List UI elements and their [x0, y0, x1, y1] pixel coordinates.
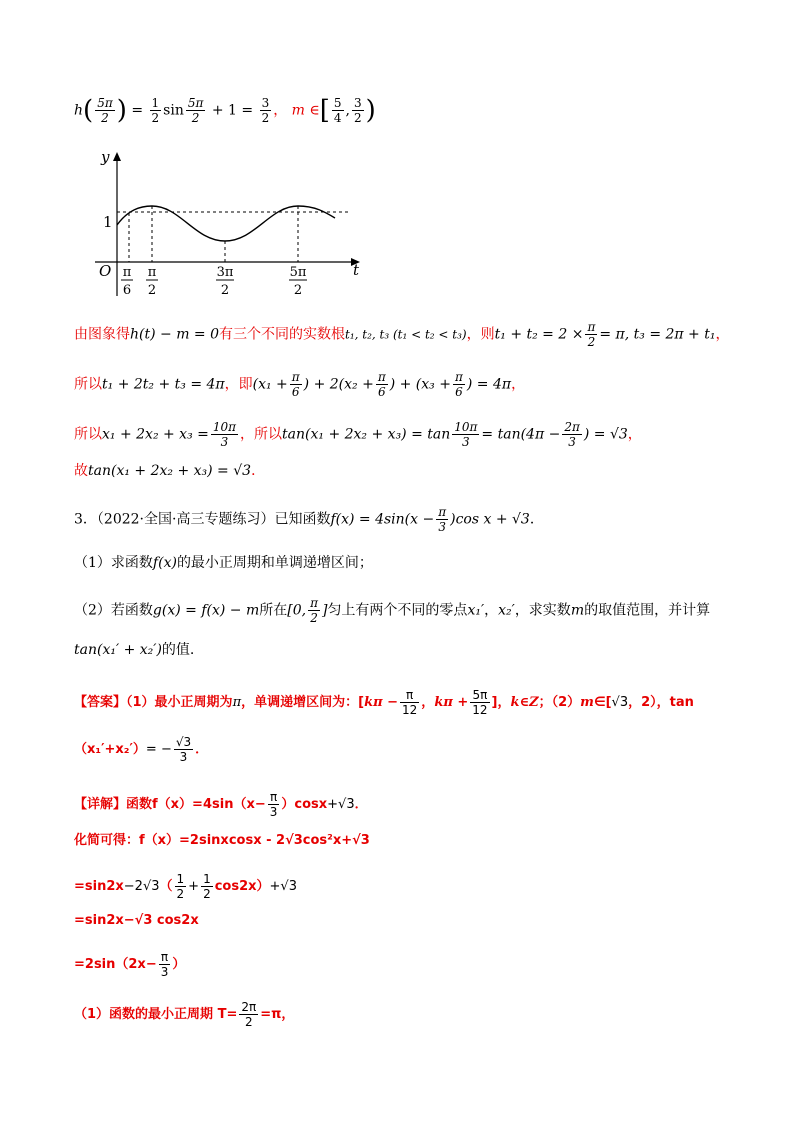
- step2-h: ) = 4π: [466, 376, 512, 393]
- tick-den: 2: [147, 283, 157, 298]
- answer-a: （1）最小正周期为: [126, 695, 233, 710]
- step3-a: 所以: [74, 426, 102, 443]
- frac-den: 6: [291, 385, 300, 399]
- origin-label: O: [99, 262, 112, 280]
- step1-g-den: 2: [587, 335, 596, 349]
- detail-l3-d1: 2: [176, 887, 185, 901]
- detail-l3-f: +√3: [269, 879, 297, 894]
- answer-o: = −: [145, 742, 172, 757]
- detail-l5-b: ）: [172, 957, 186, 972]
- detail-a: 函数f（x）=4sin（x−: [126, 797, 266, 812]
- q2-g: x₂′: [498, 602, 515, 619]
- detail-l6-den: 2: [244, 1015, 253, 1029]
- step4-b: tan(x₁ + 2x₂ + x₃) = √3: [88, 463, 252, 479]
- tick-den: 2: [220, 283, 230, 298]
- answer-j: m: [580, 695, 594, 710]
- res-den: 2: [261, 111, 270, 125]
- y-label: y: [101, 148, 110, 166]
- detail-l5-num: π: [159, 950, 171, 965]
- q2-b: g(x) = f(x) − m: [152, 602, 260, 619]
- step4-a: 故: [74, 463, 88, 479]
- lo-num: 5: [333, 96, 342, 110]
- step2-f: ) + 2(x₂ +: [303, 376, 374, 393]
- top-formula: h( $\frac{5\pi}{2}$ ) = $\frac{1}{2}$ sin $\frac{5\pi}{2}$ + 1 = $\frac{3}{2}$ ， m ∈[ $\frac{5}{4}$ , $\frac{3}{2}$ ): [74, 95, 376, 126]
- step2-b: t₁ + 2t₂ + t₃ = 4π: [102, 376, 225, 393]
- half-num: 1: [151, 96, 160, 110]
- answer-k: ∈[: [593, 695, 612, 710]
- step1-e: ，则: [466, 326, 495, 343]
- answer-c: ，单调递增区间为：[: [241, 695, 365, 710]
- answer-f: kπ +: [434, 695, 469, 710]
- step4-line: [74, 461, 265, 481]
- q2-f: ，: [484, 602, 499, 619]
- step3-g-num: 2π: [564, 420, 580, 434]
- detail-line-1: [74, 790, 368, 819]
- answer-p: ．: [195, 742, 209, 757]
- tick-den: 2: [293, 283, 303, 298]
- answer-d-num: π: [400, 688, 419, 703]
- problem-f-den: 3: [438, 520, 446, 534]
- detail-a-num: π: [268, 790, 280, 805]
- answer-line-2: [74, 735, 208, 764]
- step1-g-num: π: [587, 320, 596, 334]
- step1-d: t₁, t₂, t₃ (t₁ < t₂ < t₃): [345, 327, 467, 342]
- one-label: 1: [103, 213, 113, 231]
- detail-a-den: 3: [269, 805, 278, 819]
- detail-l3-a: =sin2x: [74, 879, 124, 894]
- problem-header: [74, 505, 544, 534]
- step3-c-den: 3: [220, 435, 229, 449]
- step1-i: ，: [715, 326, 730, 343]
- problem-func-tail: )cos x + √3: [450, 511, 530, 528]
- q2-e: x₁′: [467, 602, 485, 619]
- t-label: t: [353, 261, 360, 279]
- step4-c: ．: [251, 463, 266, 479]
- tick-3pi2: [216, 265, 234, 298]
- step2-i: ，: [511, 376, 526, 393]
- problem-end: ．: [529, 511, 544, 528]
- q1-a: （1）求函数: [74, 555, 153, 571]
- question-2: [74, 596, 710, 625]
- answer-o-den: 3: [179, 750, 188, 764]
- tick-5pi2: [289, 265, 307, 298]
- q2-num: π: [310, 596, 318, 610]
- frac-num: π: [291, 370, 300, 384]
- hi-num: 3: [354, 96, 362, 110]
- sin-num: 5π: [187, 96, 204, 110]
- step3-f: = tan(4π −: [481, 426, 561, 443]
- answer-f-num: 5π: [470, 688, 489, 703]
- tick-pi2: [146, 265, 158, 298]
- detail-l2: 化简可得：f（x）=2sinxcosx - 2√3cos²x+√3: [74, 833, 370, 848]
- question-1: [74, 553, 373, 573]
- step1-a: 由图象得: [74, 326, 130, 343]
- step3-g-den: 3: [568, 435, 576, 449]
- arg-denominator: 2: [101, 111, 109, 125]
- answer-n: （x₁′+x₂′）: [74, 742, 146, 757]
- question-2-cont: [74, 640, 194, 660]
- answer-line: [74, 688, 694, 717]
- answer-f-den: 12: [472, 703, 488, 717]
- detail-l4: =sin2x−√3 cos2x: [74, 913, 199, 928]
- detail-l6-num: 2π: [241, 1000, 257, 1014]
- detail-l5-den: 3: [160, 965, 169, 979]
- step1-line: [74, 320, 729, 349]
- answer-o-num: √3: [175, 735, 192, 749]
- problem-source: （2022·全国·高三专题练习）已知函数: [96, 511, 331, 528]
- tick-pi6: [121, 265, 133, 298]
- step2-d: (x₁ +: [252, 376, 288, 393]
- step3-c-num: 10π: [212, 420, 237, 434]
- sin-text: sin: [163, 102, 184, 119]
- answer-m: ，2），tan: [628, 695, 694, 710]
- half-den: 2: [151, 111, 160, 125]
- problem-func: f(x) = 4sin(x −: [330, 511, 435, 528]
- res-num: 3: [261, 96, 270, 110]
- step3-line: [74, 420, 642, 449]
- step1-b: h(t) − m = 0: [130, 326, 220, 343]
- q2-int-b: ]: [321, 602, 328, 619]
- m-in: m ∈: [291, 102, 320, 119]
- formula-h: h: [74, 102, 84, 119]
- plus-one: + 1 =: [211, 102, 254, 119]
- sin-den: 2: [191, 111, 200, 125]
- problem-f-num: π: [438, 505, 447, 519]
- q2-den: 2: [310, 611, 318, 625]
- q2-d: 匀上有两个不同的零点: [327, 602, 468, 619]
- q2-l: 的值.: [161, 642, 195, 658]
- frac-num: π: [377, 370, 386, 384]
- arg-numerator: 5π: [97, 96, 113, 110]
- answer-g: ]，: [491, 695, 511, 710]
- sep: ，: [273, 102, 288, 119]
- detail-line-2: [74, 831, 370, 851]
- answer-h: k∈Z: [510, 695, 539, 710]
- step3-d: ，所以: [240, 426, 283, 443]
- detail-line-6: [74, 1000, 294, 1029]
- equals: =: [131, 102, 144, 119]
- step3-h: ) = √3: [583, 426, 628, 443]
- answer-d-den: 12: [402, 703, 418, 717]
- frac-den: 6: [455, 385, 463, 399]
- tick-den: 6: [122, 283, 132, 298]
- step2-a: 所以: [74, 376, 102, 393]
- answer-e: ，: [421, 695, 435, 710]
- detail-l3-p: +: [188, 879, 200, 894]
- detail-l3-b: −2√3: [123, 879, 160, 894]
- comma: ,: [345, 102, 350, 119]
- step1-f: t₁ + t₂ = 2 ×: [494, 326, 584, 343]
- q2-k: tan(x₁′ + x₂′): [74, 642, 162, 658]
- q2-h: ，求实数: [514, 602, 571, 619]
- step3-i: ，: [627, 426, 642, 443]
- answer-i: ；（2）: [538, 695, 581, 710]
- detail-line-4: [74, 911, 199, 931]
- step1-h: = π, t₃ = 2π + t₁: [599, 326, 716, 343]
- detail-line-5: [74, 950, 185, 979]
- sine-curve: [117, 206, 335, 241]
- detail-l6-a: （1）函数的最小正周期 T=: [74, 1007, 238, 1022]
- tick-num: 5π: [289, 265, 307, 280]
- detail-l3-e: cos2x）: [214, 879, 270, 894]
- step3-e: tan(x₁ + 2x₂ + x₃) = tan: [282, 426, 451, 443]
- frac-num: π: [454, 370, 463, 384]
- detail-l3-n1: 1: [176, 872, 185, 886]
- answer-b: π: [232, 695, 242, 710]
- tick-num: π: [122, 265, 132, 280]
- tick-num: 3π: [216, 265, 234, 280]
- lo-den: 4: [333, 111, 342, 125]
- answer-d: kπ −: [364, 695, 399, 710]
- detail-c: +√3: [327, 797, 355, 812]
- detail-d: ．: [354, 797, 368, 812]
- q2-c: 所在: [259, 602, 288, 619]
- q2-i: m: [570, 602, 585, 619]
- detail-l6-b: =π，: [260, 1007, 295, 1022]
- detail-tag: 【详解】: [74, 797, 127, 812]
- step3-c-den: 3: [462, 435, 470, 449]
- q1-c: 的最小正周期和单调递增区间；: [176, 555, 373, 571]
- q2-a: （2）若函数: [74, 602, 153, 619]
- frac-den: 6: [377, 385, 386, 399]
- step2-g: ) + (x₃ +: [389, 376, 451, 393]
- detail-l5-a: =2sin（2x−: [74, 957, 157, 972]
- sine-graph: [70, 148, 370, 303]
- q2-int-a: [0,: [287, 602, 307, 619]
- y-axis-arrow: [113, 152, 121, 161]
- step2-c: ，即: [224, 376, 253, 393]
- answer-tag: 【答案】: [74, 695, 127, 710]
- detail-l3-d2: 2: [203, 887, 211, 901]
- step2-line: [74, 370, 525, 399]
- q2-j: 的取值范围，并计算: [584, 602, 711, 619]
- tick-num: π: [147, 265, 157, 280]
- detail-b: ）cosx: [281, 797, 328, 812]
- hi-den: 2: [354, 111, 362, 125]
- q1-b: f(x): [152, 555, 177, 571]
- detail-line-3: [74, 872, 297, 901]
- detail-l3-n2: 1: [203, 872, 211, 886]
- step3-c-num: 10π: [454, 420, 478, 434]
- step1-c: 有三个不同的实数根: [219, 326, 346, 343]
- detail-l3-c: （: [159, 879, 173, 894]
- answer-l: √3: [611, 695, 629, 710]
- step3-b: x₁ + 2x₂ + x₃ =: [102, 426, 209, 443]
- problem-number: 3．: [74, 511, 97, 528]
